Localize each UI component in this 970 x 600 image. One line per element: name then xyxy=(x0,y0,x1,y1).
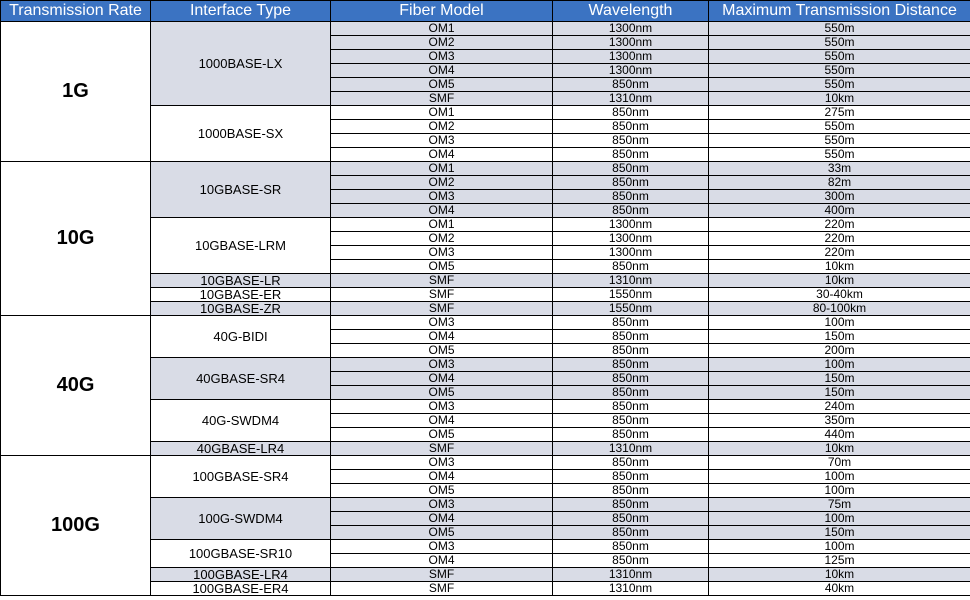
max-distance-cell: 10km xyxy=(709,260,970,274)
fiber-model-cell: SMF xyxy=(331,582,553,596)
interface-type-cell: 100G-SWDM4 xyxy=(151,498,331,540)
interface-type-cell: 40G-BIDI xyxy=(151,316,331,358)
interface-type-cell: 100GBASE-SR4 xyxy=(151,456,331,498)
wavelength-cell: 850nm xyxy=(553,162,709,176)
fiber-model-cell: OM4 xyxy=(331,414,553,428)
max-distance-cell: 150m xyxy=(709,330,970,344)
max-distance-cell: 100m xyxy=(709,512,970,526)
transmission-rate-cell: 10G xyxy=(1,162,151,316)
max-distance-cell: 300m xyxy=(709,190,970,204)
wavelength-cell: 1300nm xyxy=(553,64,709,78)
max-distance-cell: 440m xyxy=(709,428,970,442)
transmission-rate-cell: 1G xyxy=(1,22,151,162)
interface-type-cell: 40GBASE-LR4 xyxy=(151,442,331,456)
fiber-model-cell: OM2 xyxy=(331,176,553,190)
max-distance-cell: 10km xyxy=(709,568,970,582)
max-distance-cell: 550m xyxy=(709,36,970,50)
wavelength-cell: 1300nm xyxy=(553,36,709,50)
fiber-model-cell: OM5 xyxy=(331,344,553,358)
fiber-model-cell: OM3 xyxy=(331,498,553,512)
fiber-model-cell: OM4 xyxy=(331,204,553,218)
fiber-model-cell: OM5 xyxy=(331,428,553,442)
fiber-model-cell: OM5 xyxy=(331,260,553,274)
wavelength-cell: 850nm xyxy=(553,428,709,442)
max-distance-cell: 100m xyxy=(709,316,970,330)
interface-type-cell: 10GBASE-ZR xyxy=(151,302,331,316)
fiber-model-cell: OM5 xyxy=(331,526,553,540)
interface-type-cell: 1000BASE-LX xyxy=(151,22,331,106)
max-distance-cell: 75m xyxy=(709,498,970,512)
fiber-model-cell: OM4 xyxy=(331,148,553,162)
max-distance-cell: 550m xyxy=(709,148,970,162)
header-max-distance: Maximum Transmission Distance xyxy=(709,1,970,22)
max-distance-cell: 10km xyxy=(709,274,970,288)
transmission-rate-cell: 40G xyxy=(1,316,151,456)
max-distance-cell: 550m xyxy=(709,50,970,64)
wavelength-cell: 850nm xyxy=(553,344,709,358)
header-row xyxy=(1,1,970,22)
max-distance-cell: 70m xyxy=(709,456,970,470)
wavelength-cell: 850nm xyxy=(553,148,709,162)
wavelength-cell: 850nm xyxy=(553,204,709,218)
fiber-model-cell: OM3 xyxy=(331,400,553,414)
max-distance-cell: 200m xyxy=(709,344,970,358)
wavelength-cell: 850nm xyxy=(553,260,709,274)
table-row xyxy=(1,316,970,330)
interface-type-cell: 40G-SWDM4 xyxy=(151,400,331,442)
header-transmission-rate: Transmission Rate xyxy=(1,1,151,22)
fiber-model-cell: OM3 xyxy=(331,134,553,148)
wavelength-cell: 1300nm xyxy=(553,232,709,246)
max-distance-cell: 220m xyxy=(709,246,970,260)
interface-type-cell: 40GBASE-SR4 xyxy=(151,358,331,400)
interface-type-cell: 10GBASE-SR xyxy=(151,162,331,218)
interface-type-cell: 100GBASE-ER4 xyxy=(151,582,331,596)
wavelength-cell: 850nm xyxy=(553,358,709,372)
header-wavelength: Wavelength xyxy=(553,1,709,22)
fiber-model-cell: OM4 xyxy=(331,470,553,484)
wavelength-cell: 850nm xyxy=(553,386,709,400)
wavelength-cell: 850nm xyxy=(553,134,709,148)
table-row xyxy=(1,456,970,470)
wavelength-cell: 1550nm xyxy=(553,288,709,302)
wavelength-cell: 850nm xyxy=(553,176,709,190)
wavelength-cell: 850nm xyxy=(553,190,709,204)
wavelength-cell: 850nm xyxy=(553,400,709,414)
wavelength-cell: 1300nm xyxy=(553,246,709,260)
fiber-model-cell: OM1 xyxy=(331,22,553,36)
wavelength-cell: 850nm xyxy=(553,498,709,512)
max-distance-cell: 82m xyxy=(709,176,970,190)
fiber-model-cell: SMF xyxy=(331,442,553,456)
max-distance-cell: 40km xyxy=(709,582,970,596)
wavelength-cell: 1310nm xyxy=(553,274,709,288)
max-distance-cell: 550m xyxy=(709,78,970,92)
wavelength-cell: 1310nm xyxy=(553,582,709,596)
wavelength-cell: 1550nm xyxy=(553,302,709,316)
max-distance-cell: 10km xyxy=(709,442,970,456)
fiber-model-cell: OM4 xyxy=(331,372,553,386)
max-distance-cell: 150m xyxy=(709,372,970,386)
fiber-model-cell: OM1 xyxy=(331,162,553,176)
header-interface-type: Interface Type xyxy=(151,1,331,22)
interface-type-cell: 10GBASE-LR xyxy=(151,274,331,288)
max-distance-cell: 10km xyxy=(709,92,970,106)
wavelength-cell: 1310nm xyxy=(553,568,709,582)
wavelength-cell: 850nm xyxy=(553,316,709,330)
wavelength-cell: 1300nm xyxy=(553,218,709,232)
max-distance-cell: 100m xyxy=(709,470,970,484)
wavelength-cell: 1310nm xyxy=(553,442,709,456)
max-distance-cell: 80-100km xyxy=(709,302,970,316)
max-distance-cell: 100m xyxy=(709,358,970,372)
max-distance-cell: 220m xyxy=(709,232,970,246)
fiber-model-cell: OM2 xyxy=(331,36,553,50)
fiber-model-cell: OM3 xyxy=(331,50,553,64)
wavelength-cell: 850nm xyxy=(553,540,709,554)
max-distance-cell: 400m xyxy=(709,204,970,218)
fiber-model-cell: OM3 xyxy=(331,246,553,260)
max-distance-cell: 550m xyxy=(709,22,970,36)
interface-type-cell: 100GBASE-LR4 xyxy=(151,568,331,582)
table-row xyxy=(1,162,970,176)
fiber-model-cell: OM5 xyxy=(331,78,553,92)
max-distance-cell: 30-40km xyxy=(709,288,970,302)
fiber-model-cell: OM4 xyxy=(331,554,553,568)
max-distance-cell: 150m xyxy=(709,386,970,400)
max-distance-cell: 240m xyxy=(709,400,970,414)
wavelength-cell: 1310nm xyxy=(553,92,709,106)
max-distance-cell: 350m xyxy=(709,414,970,428)
wavelength-cell: 850nm xyxy=(553,456,709,470)
max-distance-cell: 100m xyxy=(709,540,970,554)
fiber-model-cell: OM5 xyxy=(331,386,553,400)
fiber-model-cell: OM3 xyxy=(331,316,553,330)
fiber-model-cell: OM1 xyxy=(331,106,553,120)
wavelength-cell: 850nm xyxy=(553,526,709,540)
interface-type-cell: 100GBASE-SR10 xyxy=(151,540,331,568)
fiber-model-cell: OM2 xyxy=(331,232,553,246)
wavelength-cell: 850nm xyxy=(553,554,709,568)
fiber-model-cell: OM4 xyxy=(331,64,553,78)
fiber-model-cell: SMF xyxy=(331,92,553,106)
wavelength-cell: 850nm xyxy=(553,414,709,428)
fiber-model-cell: OM4 xyxy=(331,330,553,344)
wavelength-cell: 850nm xyxy=(553,120,709,134)
wavelength-cell: 850nm xyxy=(553,470,709,484)
max-distance-cell: 125m xyxy=(709,554,970,568)
wavelength-cell: 1300nm xyxy=(553,22,709,36)
fiber-model-cell: OM3 xyxy=(331,358,553,372)
fiber-model-cell: SMF xyxy=(331,568,553,582)
max-distance-cell: 100m xyxy=(709,484,970,498)
wavelength-cell: 850nm xyxy=(553,372,709,386)
fiber-model-cell: OM5 xyxy=(331,484,553,498)
fiber-model-cell: SMF xyxy=(331,274,553,288)
table-body xyxy=(1,22,970,596)
max-distance-cell: 150m xyxy=(709,526,970,540)
table-row xyxy=(1,22,970,36)
fiber-model-cell: OM3 xyxy=(331,190,553,204)
wavelength-cell: 850nm xyxy=(553,78,709,92)
transmission-rate-cell: 100G xyxy=(1,456,151,596)
max-distance-cell: 550m xyxy=(709,64,970,78)
interface-type-cell: 10GBASE-LRM xyxy=(151,218,331,274)
fiber-model-cell: OM2 xyxy=(331,120,553,134)
wavelength-cell: 1300nm xyxy=(553,50,709,64)
max-distance-cell: 550m xyxy=(709,120,970,134)
header-fiber-model: Fiber Model xyxy=(331,1,553,22)
wavelength-cell: 850nm xyxy=(553,484,709,498)
max-distance-cell: 550m xyxy=(709,134,970,148)
wavelength-cell: 850nm xyxy=(553,106,709,120)
fiber-model-cell: SMF xyxy=(331,288,553,302)
fiber-model-cell: OM3 xyxy=(331,456,553,470)
fiber-model-cell: OM4 xyxy=(331,512,553,526)
interface-type-cell: 10GBASE-ER xyxy=(151,288,331,302)
wavelength-cell: 850nm xyxy=(553,512,709,526)
max-distance-cell: 220m xyxy=(709,218,970,232)
wavelength-cell: 850nm xyxy=(553,330,709,344)
fiber-model-cell: OM3 xyxy=(331,540,553,554)
max-distance-cell: 275m xyxy=(709,106,970,120)
max-distance-cell: 33m xyxy=(709,162,970,176)
fiber-model-cell: SMF xyxy=(331,302,553,316)
interface-type-cell: 1000BASE-SX xyxy=(151,106,331,162)
fiber-model-cell: OM1 xyxy=(331,218,553,232)
